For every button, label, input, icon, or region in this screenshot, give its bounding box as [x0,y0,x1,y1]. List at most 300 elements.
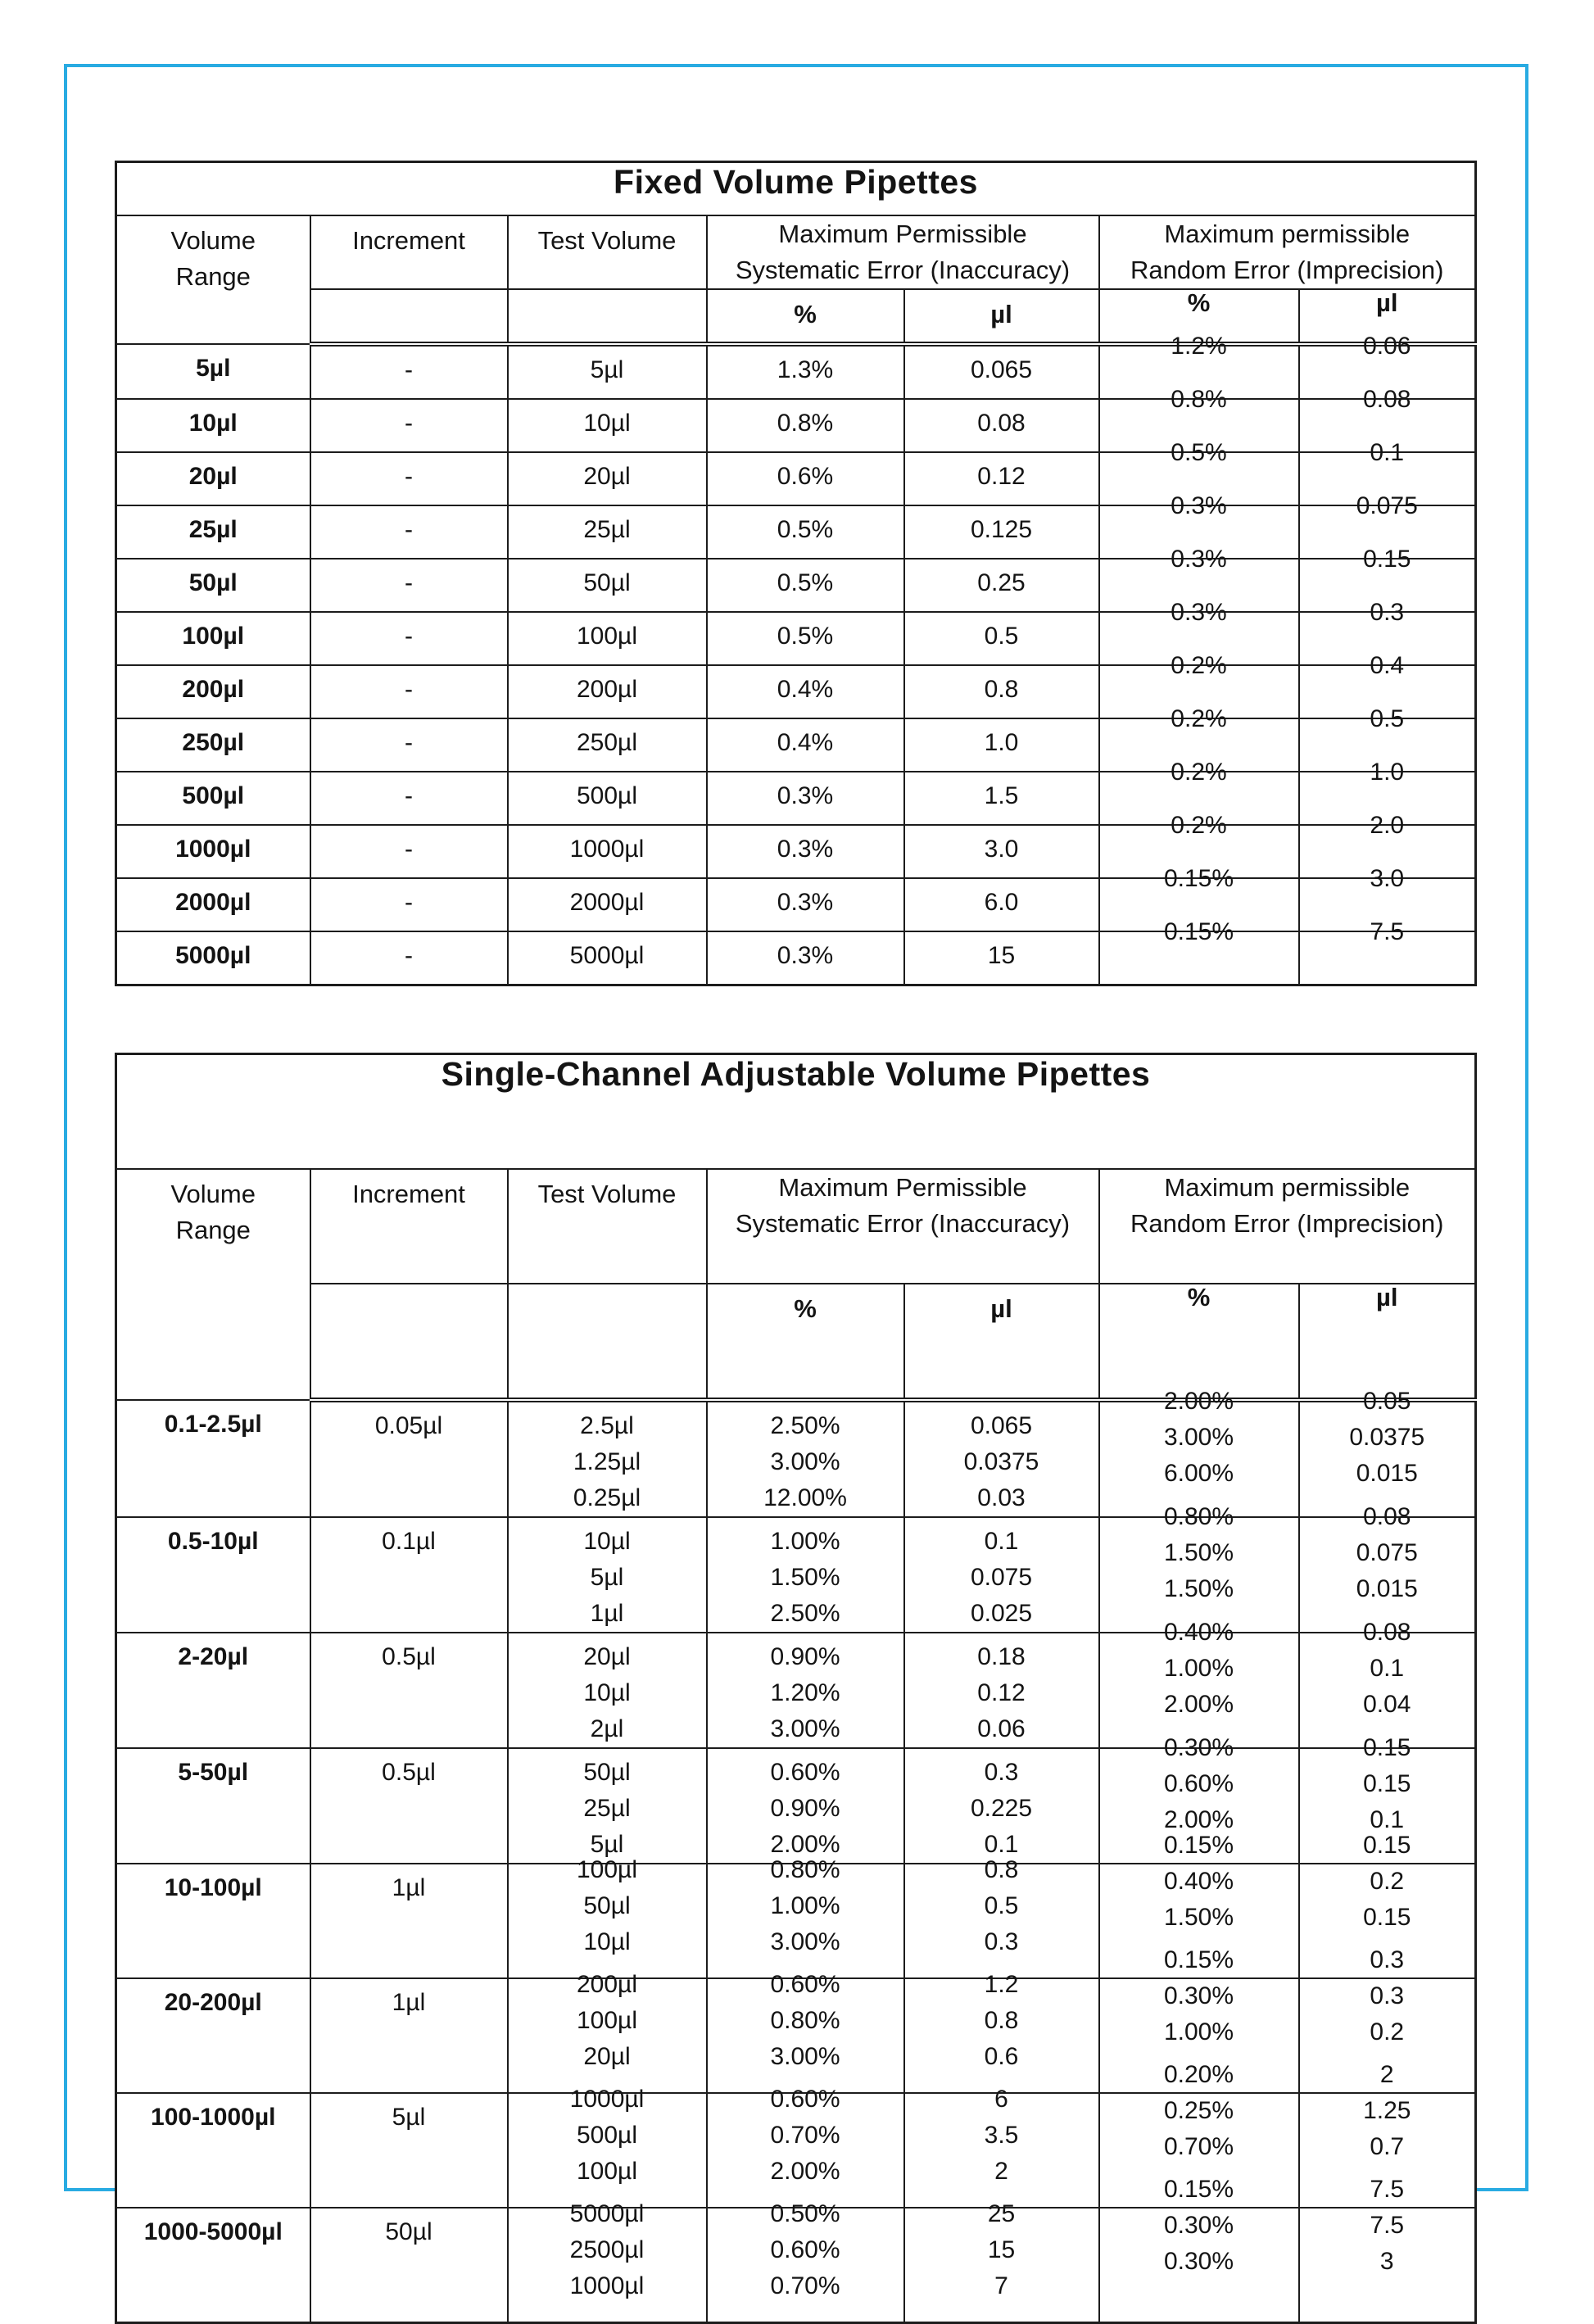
value: 0.90% [770,1643,840,1670]
value: 5µl [590,1831,624,1858]
volume-range-cell [116,1864,310,1978]
value: 0.8 [984,1856,1019,1883]
increment-cell [310,2208,508,2323]
value: 2.00% [770,2158,840,2185]
cell-content [905,400,1098,440]
value: 2.50% [770,1600,840,1627]
cell-content [708,613,903,653]
systematic-error-ul-cell [904,399,1099,452]
cell-content [1300,490,1475,523]
value: 0.08 [977,410,1026,437]
value: 6.0 [984,889,1019,916]
systematic-error-percent-cell [707,1971,904,2093]
value: 10-100µl [164,1874,262,1901]
value: 0.4 [1370,652,1405,679]
cell-content [905,2082,1098,2190]
value: 2.5µl [580,1412,634,1439]
cell-content [311,719,507,759]
value: 25µl [188,516,238,543]
cell-content [1300,383,1475,416]
value: 1.50% [1163,1904,1234,1931]
cell-content [1100,809,1298,842]
value: 1000µl [569,2086,645,2113]
cell-content [311,666,507,706]
value: 0.70% [1163,2133,1234,2160]
value: 2500µl [569,2236,645,2263]
value: 2µl [590,1715,624,1742]
cell-content [117,1518,310,1560]
cell-content [905,2196,1098,2304]
cell-content [905,1633,1098,1747]
value: 2000µl [569,889,645,916]
volume-range-cell [116,772,310,825]
cell-content [1100,1730,1298,1838]
value: 20µl [188,463,238,490]
cell-content [708,1749,903,1863]
subheader-systematic-ul [904,1284,1099,1400]
value: 0.2 [1370,2018,1405,2045]
cell-content [311,613,507,653]
subheader-blank [310,1284,508,1400]
volume-range-cell [116,1517,310,1633]
volume-range-cell [116,344,310,399]
cell-content [708,400,903,440]
volume-range-cell [116,399,310,452]
cell-content [708,1518,903,1632]
value: 5µl [590,1564,624,1591]
systematic-error-ul-cell [904,718,1099,772]
cell-content [311,1633,507,1675]
value: 6.00% [1163,1460,1234,1487]
value: 0.06 [977,1715,1026,1742]
increment-cell [310,2093,508,2208]
value: 0.20% [1163,2061,1234,2088]
value: 0.0375 [1349,1424,1425,1451]
cell-content [509,826,706,866]
cell-content [1100,1384,1298,1492]
value: 0.05µl [374,1412,443,1439]
systematic-error-percent-cell [707,452,904,505]
value: 3 [1379,2248,1394,2275]
value: 2.00% [1163,1806,1234,1833]
value: 1µl [392,1874,426,1901]
value: 0.015 [1356,1460,1418,1487]
table-body [116,1388,1476,2323]
value: 0.18 [977,1643,1026,1670]
test-volume-cell [508,399,707,452]
cell-content [509,347,706,387]
cell-content [1300,863,1475,895]
volume-range-cell [116,665,310,718]
value: 50µl [583,569,631,596]
value: - [405,729,413,756]
value: 0.5% [1171,439,1227,466]
cell-content [117,1633,310,1675]
volume-range-cell [116,718,310,772]
cell-content [1100,1615,1298,1723]
increment-cell [310,505,508,559]
value: 3.00% [770,1448,840,1475]
value: 0.5-10µl [167,1528,259,1555]
systematic-error-percent-cell [707,399,904,452]
subheader-random-ul [1299,1284,1476,1400]
cell-content [1300,756,1475,789]
table-title-row [116,1054,1476,1170]
value: 0.065 [970,1412,1033,1439]
cell-content [509,400,706,440]
value: 100µl [182,623,245,650]
cell-content [311,1518,507,1560]
value: - [405,889,413,916]
cell-content [311,506,507,546]
systematic-error-percent-cell [707,1856,904,1978]
cell-content [509,2196,706,2304]
increment-cell [310,1633,508,1748]
value: 1000µl [569,836,645,863]
value: 500µl [576,2122,637,2149]
value: 20-200µl [164,1989,262,2016]
value: 0.025 [970,1600,1033,1627]
cell-content [708,347,903,387]
value: 1.00% [1163,2018,1234,2045]
value: 3.00% [770,1715,840,1742]
value: 0.3% [777,782,834,809]
value: 0.1 [984,1528,1019,1555]
value: 1.3% [777,356,834,383]
value: 15 [987,942,1016,969]
value: 250µl [576,729,637,756]
cell-content [1300,650,1475,682]
cell-content [509,506,706,546]
cell-content [1300,703,1475,736]
increment-cell [310,772,508,825]
value: 0.30% [1163,2212,1234,2239]
header-label: Volume Range [170,1180,256,1244]
value: 0.25 [977,569,1026,596]
test-volume-cell [508,665,707,718]
value: - [405,463,413,490]
cell-content [708,2196,903,2304]
value: 0.08 [1363,1619,1411,1646]
increment-cell [310,1400,508,1517]
increment-cell [310,559,508,612]
cell-content [708,559,903,600]
header-label-line1: Maximum Permissible [778,1173,1027,1202]
cell-content [1100,437,1298,469]
cell-content [311,772,507,813]
value: 0.015 [1356,1575,1418,1602]
cell-content [117,932,310,972]
subheader-blank [310,289,508,344]
value: 0.40% [1163,1619,1234,1646]
cell-content [905,453,1098,493]
header-label-line1: Maximum permissible [1164,220,1411,248]
cell-content [117,1749,310,1791]
value: 0.3% [777,836,834,863]
cell-content [311,559,507,600]
cell-content [708,932,903,972]
value: 0.3% [1171,492,1227,519]
value: 7.5 [1370,2176,1405,2203]
value: 3.0 [1370,865,1405,892]
value: 0.80% [1163,1503,1234,1530]
random-error-ul-cell [1299,2176,1476,2323]
cell-content [905,347,1098,387]
cell-content [117,719,310,759]
volume-range-cell [116,1748,310,1864]
value: 0.60% [770,2086,840,2113]
cell-content [117,666,310,706]
value: 1.20% [770,1679,840,1706]
value: - [405,410,413,437]
test-volume-cell [508,1971,707,2093]
systematic-error-percent-cell [707,344,904,399]
value: 1µl [590,1600,624,1627]
cell-content [311,932,507,972]
increment-cell [310,1517,508,1633]
value: 2.50% [770,1412,840,1439]
systematic-error-ul-cell [904,1748,1099,1864]
value: 0.1 [1370,1806,1405,1833]
value: 0.5% [777,516,834,543]
cell-content [1300,809,1475,842]
column-header-systematic-error [707,215,1099,289]
value: 7 [994,2272,1008,2299]
value: 50µl [583,1759,631,1786]
cell-content [905,932,1098,972]
value: 0.3 [984,1928,1019,1955]
cell-content [905,559,1098,600]
column-header-increment [310,215,508,289]
increment-cell [310,399,508,452]
cell-content [509,772,706,813]
systematic-error-percent-cell [707,1517,904,1633]
cell-content [117,345,310,385]
cell-content [905,1402,1098,1516]
cell-content [509,932,706,972]
header-label: Increment [352,1180,465,1208]
cell-content [1300,437,1475,469]
cell-content [1100,863,1298,895]
cell-content [1100,543,1298,576]
value: 0.15 [1363,546,1411,573]
random-error-ul-cell [1299,918,1476,985]
volume-range-cell [116,1400,310,1517]
value: - [405,942,413,969]
value: 0.15% [1163,2176,1234,2203]
cell-content [905,666,1098,706]
value: 1000µl [175,836,251,863]
value: 1µl [392,1989,426,2016]
volume-range-cell [116,931,310,985]
test-volume-cell [508,718,707,772]
cell-content [509,1402,706,1516]
test-volume-cell [508,559,707,612]
column-header-test-volume [508,215,707,289]
value: 0.15% [1163,1832,1234,1859]
value: 50µl [583,1892,631,1919]
value: 0.6% [777,463,834,490]
subheader-systematic-percent [707,1284,904,1400]
value: 0.5 [984,1892,1019,1919]
value: 2.00% [770,1831,840,1858]
systematic-error-ul-cell [904,825,1099,878]
systematic-error-percent-cell [707,559,904,612]
test-volume-cell [508,1633,707,1748]
fixed-volume-pipettes-table [115,161,1477,986]
subheader-random-percent [1099,1284,1299,1400]
value: 0.15 [1363,1832,1411,1859]
value: 50µl [385,2218,432,2245]
test-volume-cell [508,931,707,985]
table-row [116,931,1476,985]
value: 1.5 [984,782,1019,809]
cell-content [1300,1942,1475,2050]
value: 0.1µl [382,1528,436,1555]
cell-content [311,1402,507,1444]
value: 0.60% [770,2236,840,2263]
increment-cell [310,452,508,505]
cell-content [708,506,903,546]
subheader-systematic-ul [904,289,1099,344]
value: 0.60% [770,1759,840,1786]
value: 0.3% [1171,599,1227,626]
value: 50µl [188,569,238,596]
test-volume-cell [508,878,707,931]
increment-cell [310,931,508,985]
value: 0.80% [770,2007,840,2034]
value: 100-1000µl [151,2104,276,2131]
cell-content [1300,916,1475,949]
systematic-error-percent-cell [707,1400,904,1517]
value: 1.0 [1370,759,1405,786]
volume-range-cell [116,825,310,878]
cell-content [311,2094,507,2136]
value: 0.2% [1171,652,1227,679]
column-header-random-error [1099,1169,1476,1284]
systematic-error-ul-cell [904,1971,1099,2093]
cell-content [1300,2057,1475,2165]
value: 3.00% [770,2043,840,2070]
value: 0.3 [1370,1982,1405,2009]
value: - [405,782,413,809]
adjustable-volume-pipettes-table [115,1053,1477,2324]
value: 0.1 [1370,439,1405,466]
value: 3.00% [770,1928,840,1955]
table-title: Single-Channel Adjustable Volume Pipettes [116,1054,1476,1170]
systematic-error-percent-cell [707,1748,904,1864]
value: 0.08 [1363,1503,1411,1530]
value: 15 [987,2236,1016,2263]
value: 20µl [583,1643,631,1670]
cell-content [509,1633,706,1747]
value: 0.075 [970,1564,1033,1591]
value: 0.0375 [963,1448,1039,1475]
cell-content [509,613,706,653]
systematic-error-percent-cell [707,612,904,665]
cell-content [117,453,310,493]
cell-content [311,2208,507,2250]
systematic-error-percent-cell [707,931,904,985]
cell-content [117,2094,310,2136]
cell-content [509,1852,706,1960]
value: 1000-5000µl [143,2218,283,2245]
systematic-error-ul-cell [904,931,1099,985]
value: 0.04 [1363,1691,1411,1718]
cell-content [1100,756,1298,789]
cell-content [1100,650,1298,682]
value: - [405,623,413,650]
systematic-error-percent-cell [707,505,904,559]
value: 1.2% [1171,333,1227,360]
cell-content [905,1852,1098,1960]
cell-content [1100,1499,1298,1607]
cell-content [509,2082,706,2190]
value: 0.70% [770,2122,840,2149]
cell-content [311,400,507,440]
unit-label: µl [1376,1283,1398,1311]
cell-content [905,506,1098,546]
test-volume-cell [508,1400,707,1517]
test-volume-cell [508,1517,707,1633]
value: 0.15 [1363,1904,1411,1931]
cell-content [708,826,903,866]
cell-content [1300,1828,1475,1936]
systematic-error-ul-cell [904,2086,1099,2208]
value: 0.12 [977,1679,1026,1706]
value: 0.075 [1356,1539,1418,1566]
value: 2.00% [1163,1691,1234,1718]
value: - [405,676,413,703]
value: - [405,356,413,383]
value: 20µl [583,2043,631,2070]
value: 0.3% [1171,546,1227,573]
value: 0.60% [1163,1770,1234,1797]
increment-cell [310,1748,508,1864]
value: 0.30% [1163,2248,1234,2275]
cell-content [1300,1730,1475,1838]
value: 0.5 [984,623,1019,650]
value: 2 [1379,2061,1394,2088]
value: 0.70% [770,2272,840,2299]
cell-content [708,666,903,706]
value: 200µl [182,676,245,703]
value: 0.80% [770,1856,840,1883]
value: 0.03 [977,1484,1026,1511]
test-volume-cell [508,505,707,559]
value: 100µl [576,623,637,650]
cell-content [117,400,310,440]
systematic-error-ul-cell [904,452,1099,505]
value: 7.5 [1370,918,1405,945]
systematic-error-percent-cell [707,1633,904,1748]
cell-content [1100,596,1298,629]
cell-content [509,719,706,759]
volume-range-cell [116,2093,310,2208]
value: 0.05 [1363,1388,1411,1415]
cell-content [1100,330,1298,363]
value: 500µl [182,782,245,809]
value: 0.2 [1370,1868,1405,1895]
cell-content [311,826,507,866]
cell-content [708,453,903,493]
value: 0.5µl [382,1643,436,1670]
value: 10µl [583,1928,631,1955]
value: 0.5µl [382,1759,436,1786]
column-header-volume-range [116,1169,310,1400]
column-header-random-error [1099,215,1476,289]
systematic-error-ul-cell [904,2200,1099,2323]
